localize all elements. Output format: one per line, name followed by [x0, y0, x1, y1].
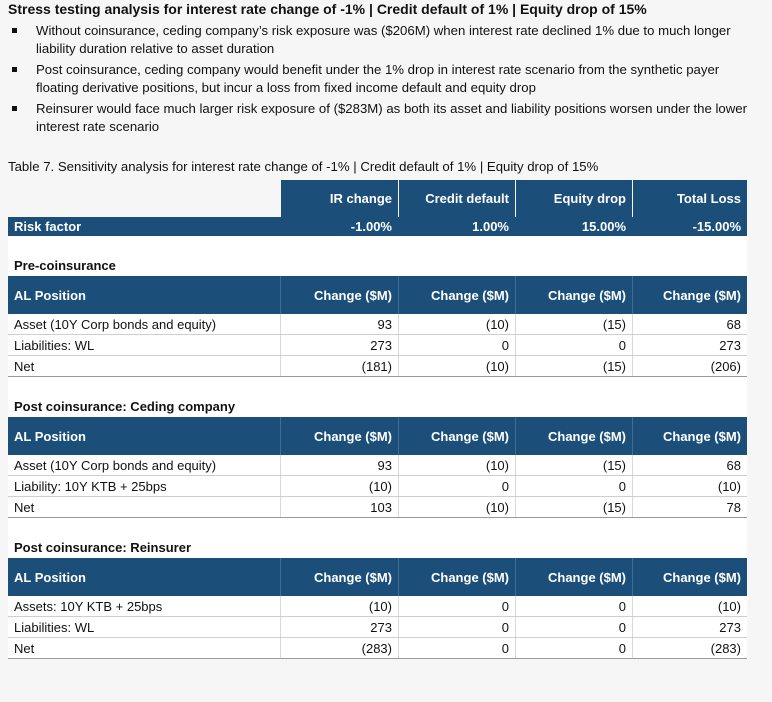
change-header-cell: Change ($M): [280, 417, 398, 455]
header-blank-cell: [8, 180, 280, 217]
table-caption: Table 7. Sensitivity analysis for interest rate change of -1% | Credit default of 1% | Equity drop of 15%: [8, 159, 599, 174]
bullet-text: Reinsurer would face much larger risk exposure of ($283M) as both its asset and liability positions worsen under the lower interest rate scenario: [36, 101, 748, 134]
row-label-cell: Net: [14, 640, 35, 656]
value-cell: (10): [398, 497, 515, 517]
sensitivity-table: [8, 180, 747, 659]
square-bullet-icon: [12, 67, 17, 72]
bullet-list: [10, 22, 765, 139]
section-title: Post coinsurance: Ceding company: [8, 396, 747, 417]
al-position-header-row: [8, 417, 747, 455]
square-bullet-icon: [12, 28, 17, 33]
value-cell: (283): [632, 638, 747, 658]
change-header-cell: Change ($M): [515, 276, 632, 314]
header-cell-total-loss: Total Loss: [632, 180, 747, 217]
table-row: [8, 455, 747, 476]
value-cell: 0: [398, 335, 515, 355]
value-cell: (10): [280, 596, 398, 616]
change-header-cell: Change ($M): [515, 558, 632, 596]
al-position-header-row: [8, 276, 747, 314]
value-cell: 273: [632, 617, 747, 637]
risk-factor-label: Risk factor: [14, 219, 82, 234]
section-title: Post coinsurance: Reinsurer: [8, 537, 747, 558]
table-row: [8, 476, 747, 497]
header-cell-equity-drop: Equity drop: [515, 180, 632, 217]
table-row: [8, 335, 747, 356]
change-header-cell: Change ($M): [632, 558, 747, 596]
value-cell: (206): [632, 356, 747, 376]
row-label-cell: Net: [14, 358, 35, 374]
row-label-cell: Asset (10Y Corp bonds and equity): [14, 316, 217, 332]
value-cell: 93: [280, 314, 398, 334]
value-cell: 273: [280, 335, 398, 355]
table-row: [8, 617, 747, 638]
value-cell: 0: [398, 596, 515, 616]
bullet-item: [10, 100, 765, 136]
row-label-cell: Liabilities: WL: [14, 619, 95, 635]
table-header-row: [8, 180, 747, 217]
risk-factor-cell: 1.00%: [472, 219, 509, 234]
risk-factor-cell: 15.00%: [581, 219, 626, 234]
value-cell: 68: [632, 314, 747, 334]
value-cell: (283): [280, 638, 398, 658]
value-cell: 273: [632, 335, 747, 355]
section-spacer: [8, 377, 747, 396]
row-label-cell: Assets: 10Y KTB + 25bps: [14, 598, 163, 614]
bullet-item: [10, 22, 765, 58]
al-position-header-label: AL Position: [14, 287, 86, 303]
change-header-cell: Change ($M): [280, 276, 398, 314]
section-spacer: [8, 236, 747, 255]
risk-factor-cell: -15.00%: [692, 219, 741, 234]
table-row: [8, 596, 747, 617]
change-header-cell: Change ($M): [632, 276, 747, 314]
change-header-cell: Change ($M): [398, 558, 515, 596]
value-cell: (15): [515, 314, 632, 334]
al-position-header-row: [8, 558, 747, 596]
row-label-cell: Net: [14, 499, 35, 515]
risk-factor-cell: -1.00%: [350, 219, 392, 234]
risk-factor-row: [8, 217, 747, 236]
change-header-cell: Change ($M): [280, 558, 398, 596]
value-cell: (15): [515, 497, 632, 517]
value-cell: 0: [515, 335, 632, 355]
header-cell-ir-change: IR change: [280, 180, 398, 217]
row-label-cell: Liability: 10Y KTB + 25bps: [14, 478, 167, 494]
value-cell: (10): [632, 596, 747, 616]
value-cell: (10): [398, 455, 515, 475]
change-header-cell: Change ($M): [632, 417, 747, 455]
table-row: [8, 356, 747, 377]
value-cell: 0: [515, 476, 632, 496]
header-cell-credit-default: Credit default: [398, 180, 515, 217]
value-cell: 273: [280, 617, 398, 637]
value-cell: 68: [632, 455, 747, 475]
table-row: [8, 638, 747, 659]
value-cell: 78: [632, 497, 747, 517]
value-cell: 0: [515, 596, 632, 616]
value-cell: (10): [398, 314, 515, 334]
section-spacer: [8, 518, 747, 537]
value-cell: 0: [515, 638, 632, 658]
bullet-text: Without coinsurance, ceding company’s risk exposure was ($206M) when interest rate declined 1% due to much longer liability duration relative to asset duration: [36, 23, 731, 56]
value-cell: 0: [398, 476, 515, 496]
change-header-cell: Change ($M): [515, 417, 632, 455]
value-cell: 0: [398, 617, 515, 637]
row-label-cell: Asset (10Y Corp bonds and equity): [14, 457, 217, 473]
change-header-cell: Change ($M): [398, 417, 515, 455]
section-title: Pre-coinsurance: [8, 255, 747, 276]
bullet-item: [10, 61, 765, 97]
value-cell: (10): [398, 356, 515, 376]
value-cell: 0: [515, 617, 632, 637]
value-cell: 0: [398, 638, 515, 658]
value-cell: (10): [280, 476, 398, 496]
change-header-cell: Change ($M): [398, 276, 515, 314]
row-label-cell: Liabilities: WL: [14, 337, 95, 353]
value-cell: (181): [280, 356, 398, 376]
table-row: [8, 314, 747, 335]
table-sections: [8, 236, 747, 659]
al-position-header-label: AL Position: [14, 428, 86, 444]
al-position-header-label: AL Position: [14, 569, 86, 585]
table-row: [8, 497, 747, 518]
bullet-text: Post coinsurance, ceding company would benefit under the 1% drop in interest rate scenario from the synthetic payer floating derivative positions, but incur a loss from fixed income default and equity drop: [36, 62, 720, 95]
value-cell: (15): [515, 356, 632, 376]
value-cell: (10): [632, 476, 747, 496]
value-cell: (15): [515, 455, 632, 475]
square-bullet-icon: [12, 106, 17, 111]
value-cell: 93: [280, 455, 398, 475]
slide-heading: Stress testing analysis for interest rate change of -1% | Credit default of 1% | Equity drop of 15%: [8, 1, 647, 17]
value-cell: 103: [280, 497, 398, 517]
